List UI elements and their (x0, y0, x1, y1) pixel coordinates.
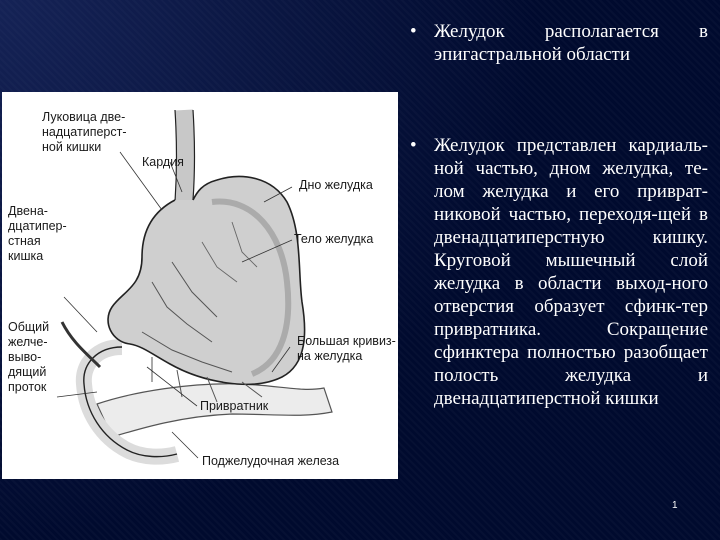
bullet-icon: • (410, 21, 417, 42)
label-bile-duct: Общий желче- выво- дящий проток (8, 320, 50, 394)
label-pancreas: Поджелудочная железа (202, 454, 340, 468)
label-stomach-body: Тело желудка (294, 232, 374, 246)
label-pylorus: Привратник (200, 399, 269, 413)
bullet-list (408, 20, 708, 410)
bullet-item (408, 20, 708, 72)
bullet-text: Желудок представлен кардиаль-ной частью, дном желудка, те-лом желудка и его приврат-никовой частью, переходя-щей в двенадцатиперстную кишку. Круговой мышечный слой желудка в области выход-ного отверстия образует сфинк-тер привратника. Сокращение сфинктера полностью разобщает полость желудка и двенадцатиперстной кишки (434, 135, 708, 409)
bullet-item (408, 134, 708, 410)
label-greater-curvature: Большая кривиз- на желудка (297, 334, 396, 363)
slide-number: 1 (672, 500, 678, 511)
label-cardia: Кардия (142, 155, 184, 169)
label-duodenum: Двена- дцатипер- стная кишка (8, 204, 67, 263)
bullet-icon: • (410, 135, 417, 156)
bullet-text: Желудок располагается в эпигастральной области (434, 21, 708, 65)
label-duodenal-bulb: Луковица две- надцатиперст- ной кишки (42, 110, 127, 154)
label-fundus: Дно желудка (299, 178, 373, 192)
stomach-anatomy-figure (2, 92, 398, 479)
